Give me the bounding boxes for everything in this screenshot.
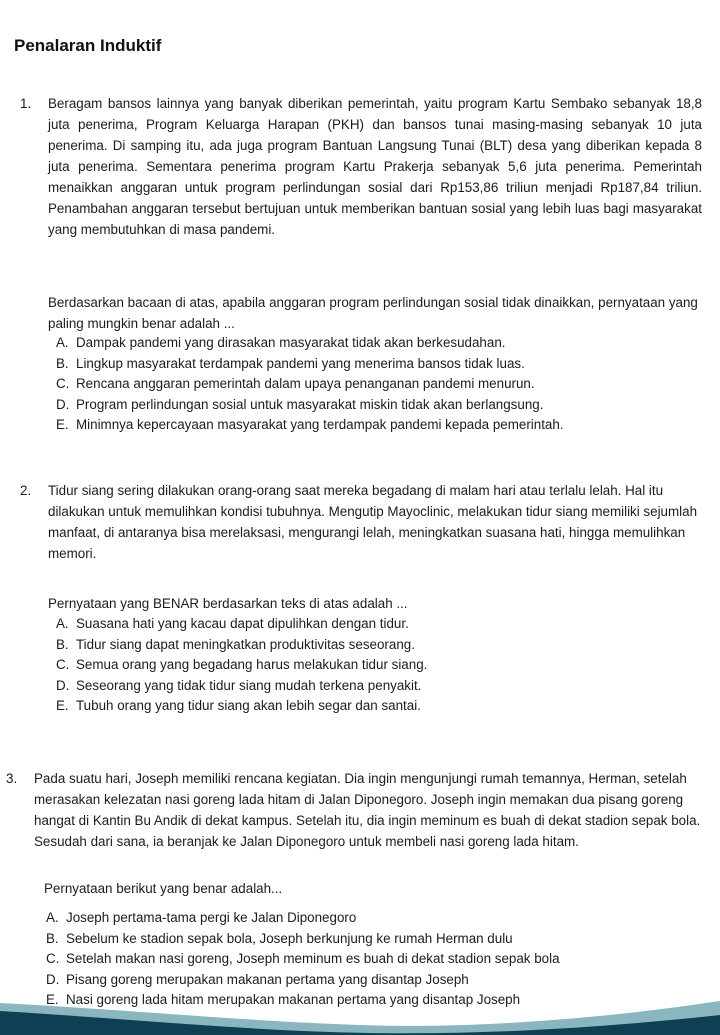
question-number: 1.: [20, 96, 32, 111]
option-letter: B.: [56, 636, 69, 652]
option-letter: C.: [46, 951, 60, 966]
question-number: 2.: [20, 483, 32, 498]
option-letter: E.: [56, 698, 69, 713]
option-letter: D.: [46, 971, 60, 987]
option-letter: D.: [56, 396, 70, 412]
option-text: Seseorang yang tidak tidur siang mudah terkena penyakit.: [76, 677, 422, 693]
question-text: Tidur siang sering dilakukan orang-orang saat mereka begadang di malam hari atau terlalu lelah. Hal itu dilakukan untuk memulihkan kondisi tubuhnya. Mengutip Mayoclinic, melakukan tidur siang memiliki sejumlah manfaat, di antaranya bisa merelaksasi, mengurangi lelah, meningkatkan suasana hati, hingga memulihkan memori.: [48, 483, 698, 561]
option-text: Minimnya kepercayaan masyarakat yang terdampak pandemi kepada pemerintah.: [76, 417, 564, 432]
options-list: [56, 614, 706, 717]
option-letter: E.: [46, 992, 59, 1007]
option-text: Tidur siang dapat meningkatkan produktivitas seseorang.: [76, 636, 415, 652]
option-text: Suasana hati yang kacau dapat dipulihkan dengan tidur.: [76, 616, 409, 631]
option-text: Pisang goreng merupakan makanan pertama yang disantap Joseph: [66, 971, 469, 987]
option-text: Nasi goreng lada hitam merupakan makanan pertama yang disantap Joseph: [66, 992, 521, 1007]
option-letter: D.: [56, 677, 70, 693]
decorative-wave: [0, 975, 720, 1035]
option-b[interactable]: [56, 635, 706, 656]
question-text: Pada suatu hari, Joseph memiliki rencana kegiatan. Dia ingin mengunjungi rumah temannya, Herman, setelah merasakan kelezatan nasi goreng lada hitam di Jalan Diponegoro. Joseph ingin memakan dua pisang goreng hangat di Kantin Bu Andik di dekat kampus. Setelah itu, dia ingin meminum es buah di dekat stadion sepak bola. Sesudah dari sana, ia beranjak ke Jalan Diponegoro untuk membeli nasi goreng lada hitam.: [34, 771, 701, 849]
option-letter: A.: [56, 335, 69, 350]
question-text: Beragam bansos lainnya yang banyak diberikan pemerintah, yaitu program Kartu Sembako sebanyak 18,8 juta penerima, Program Keluarga Harapan (PKH) dan bansos tunai masing-masing sebanyak 10 juta penerima. Di samping itu, ada juga program Bantuan Langsung Tunai (BLT) desa yang diberikan kepada 8 juta penerima. Sementara penerima program Kartu Prakerja sebanyak 5,6 juta penerima. Pemerintah menaikkan anggaran untuk program perlindungan sosial dari Rp153,86 triliun menjadi Rp187,84 triliun. Penambahan anggaran tersebut bertujuan untuk memberikan bantuan sosial yang lebih luas bagi masyarakat yang membutuhkan di masa pandemi.: [48, 96, 702, 237]
option-letter: A.: [46, 910, 59, 925]
option-letter: C.: [56, 376, 70, 391]
option-c[interactable]: [46, 949, 706, 970]
option-letter: E.: [56, 417, 69, 432]
option-text: Rencana anggaran pemerintah dalam upaya penanganan pandemi menurun.: [76, 376, 535, 391]
option-e[interactable]: [56, 415, 706, 436]
question-number: 3.: [6, 771, 18, 786]
option-e[interactable]: [56, 696, 706, 717]
option-text: Lingkup masyarakat terdampak pandemi yang menerima bansos tidak luas.: [76, 355, 525, 371]
option-a[interactable]: [46, 908, 706, 929]
page-title: Penalaran Induktif: [14, 36, 162, 55]
options-list: [56, 333, 706, 436]
question-prompt: Berdasarkan bacaan di atas, apabila anggaran program perlindungan sosial tidak dinaikkan, pernyataan yang paling mungkin benar adalah ...: [48, 295, 698, 331]
option-c[interactable]: [56, 374, 706, 395]
option-d[interactable]: [56, 676, 706, 697]
option-letter: A.: [56, 616, 69, 631]
option-text: Tubuh orang yang tidur siang akan lebih segar dan santai.: [76, 698, 421, 713]
option-text: Sebelum ke stadion sepak bola, Joseph berkunjung ke rumah Herman dulu: [66, 930, 513, 946]
option-a[interactable]: [56, 614, 706, 635]
option-text: Program perlindungan sosial untuk masyarakat miskin tidak akan berlangsung.: [76, 396, 544, 412]
option-letter: B.: [56, 355, 69, 371]
option-text: Dampak pandemi yang dirasakan masyarakat tidak akan berkesudahan.: [76, 335, 506, 350]
option-b[interactable]: [46, 929, 706, 950]
question-prompt: Pernyataan berikut yang benar adalah...: [44, 881, 283, 896]
option-letter: C.: [56, 657, 70, 672]
option-a[interactable]: [56, 333, 706, 354]
option-text: Setelah makan nasi goreng, Joseph meminum es buah di dekat stadion sepak bola: [66, 951, 560, 966]
option-b[interactable]: [56, 354, 706, 375]
option-text: Semua orang yang begadang harus melakukan tidur siang.: [76, 657, 428, 672]
option-d[interactable]: [56, 395, 706, 416]
option-c[interactable]: [56, 655, 706, 676]
question-prompt: Pernyataan yang BENAR berdasarkan teks di atas adalah ...: [48, 596, 408, 611]
option-letter: B.: [46, 930, 59, 946]
option-text: Joseph pertama-tama pergi ke Jalan Diponegoro: [66, 910, 357, 925]
